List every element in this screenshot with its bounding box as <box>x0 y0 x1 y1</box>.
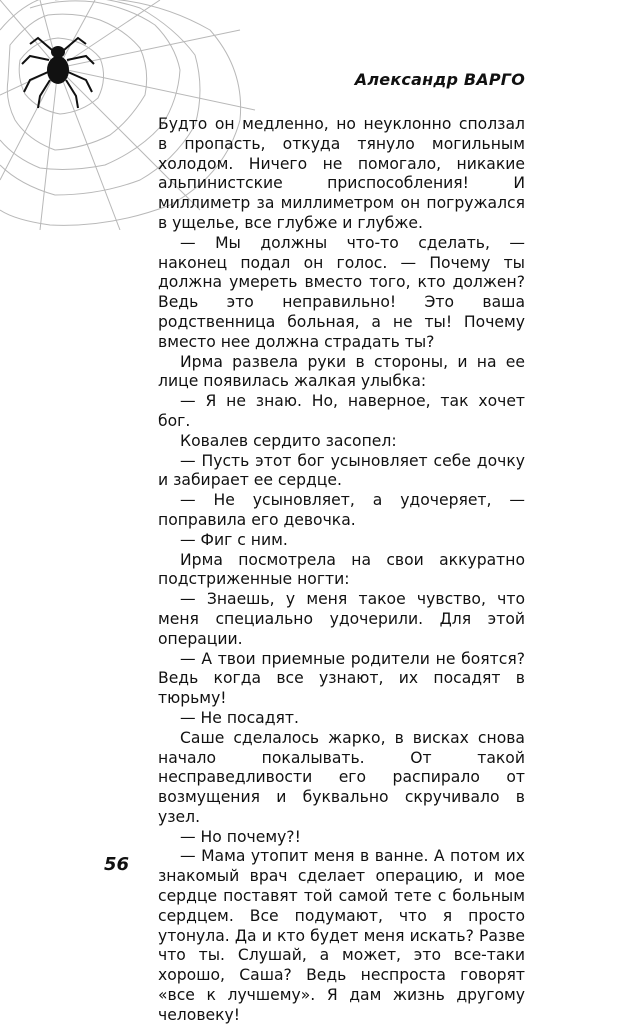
paragraph: Ирма развела руки в стороны, и на ее лице появилась жалкая улыбка: <box>158 352 525 391</box>
page-number: 56 <box>104 854 130 875</box>
paragraph: Ковалев сердито засопел: <box>180 431 397 450</box>
paragraph: — Знаешь, у меня такое чувство, что меня специально удочерили. Для этой операции. <box>158 590 525 648</box>
paragraph: — Пусть этот бог усыновляет себе дочку и забирает ее сердце. <box>158 451 525 490</box>
paragraph: — А твои приемные родители не боятся? Ведь когда все узнают, их посадят в тюрьму! <box>158 649 525 708</box>
paragraph: — Фиг с ним. <box>180 530 288 549</box>
paragraph: — Мы должны что-то сделать, — наконец подал он голос. — Почему ты должна умереть вместо того, кто должен? Ведь это неправильно! Это ваша родственница больная, а не ты! Почему вместо нее должна страдать ты? <box>158 233 525 351</box>
paragraph: Ирма посмотрела на свои аккуратно подстриженные ногти: <box>158 550 525 589</box>
paragraph: — Не усыновляет, а удочеряет, — поправила его девочка. <box>158 491 525 529</box>
body-text <box>158 115 525 1026</box>
paragraph: Саше сделалось жарко, в висках снова начало покалывать. От такой несправедливости его распирало от возмущения и буквально скручивало в узел. <box>158 728 525 826</box>
paragraph: — Не посадят. <box>180 708 299 727</box>
paragraph: — Я не знаю. Но, наверное, так хочет бог. <box>158 392 525 430</box>
paragraph: Будто он медленно, но неуклонно сползал в пропасть, откуда тянуло могильным холодом. Ничего не помогало, никакие альпинистские приспособления! И миллиметр за миллиметром он погружался в ущелье, все глубже и глубже. <box>158 115 525 232</box>
running-header-author: Александр ВАРГО <box>354 70 525 89</box>
paragraph: — Но почему?! <box>180 827 301 846</box>
paragraph: — Мама утопит меня в ванне. А потом их знакомый врач сделает операцию, и мое сердце поставят той самой тете с больным сердцем. Все подумают, что я просто утонула. Да и кто будет меня искать? Разве что ты. Слушай, а может, это все-таки хорошо, Саша? Ведь неспроста говорят «все к лучшему». Я дам жизнь другому человеку! <box>158 847 525 1024</box>
